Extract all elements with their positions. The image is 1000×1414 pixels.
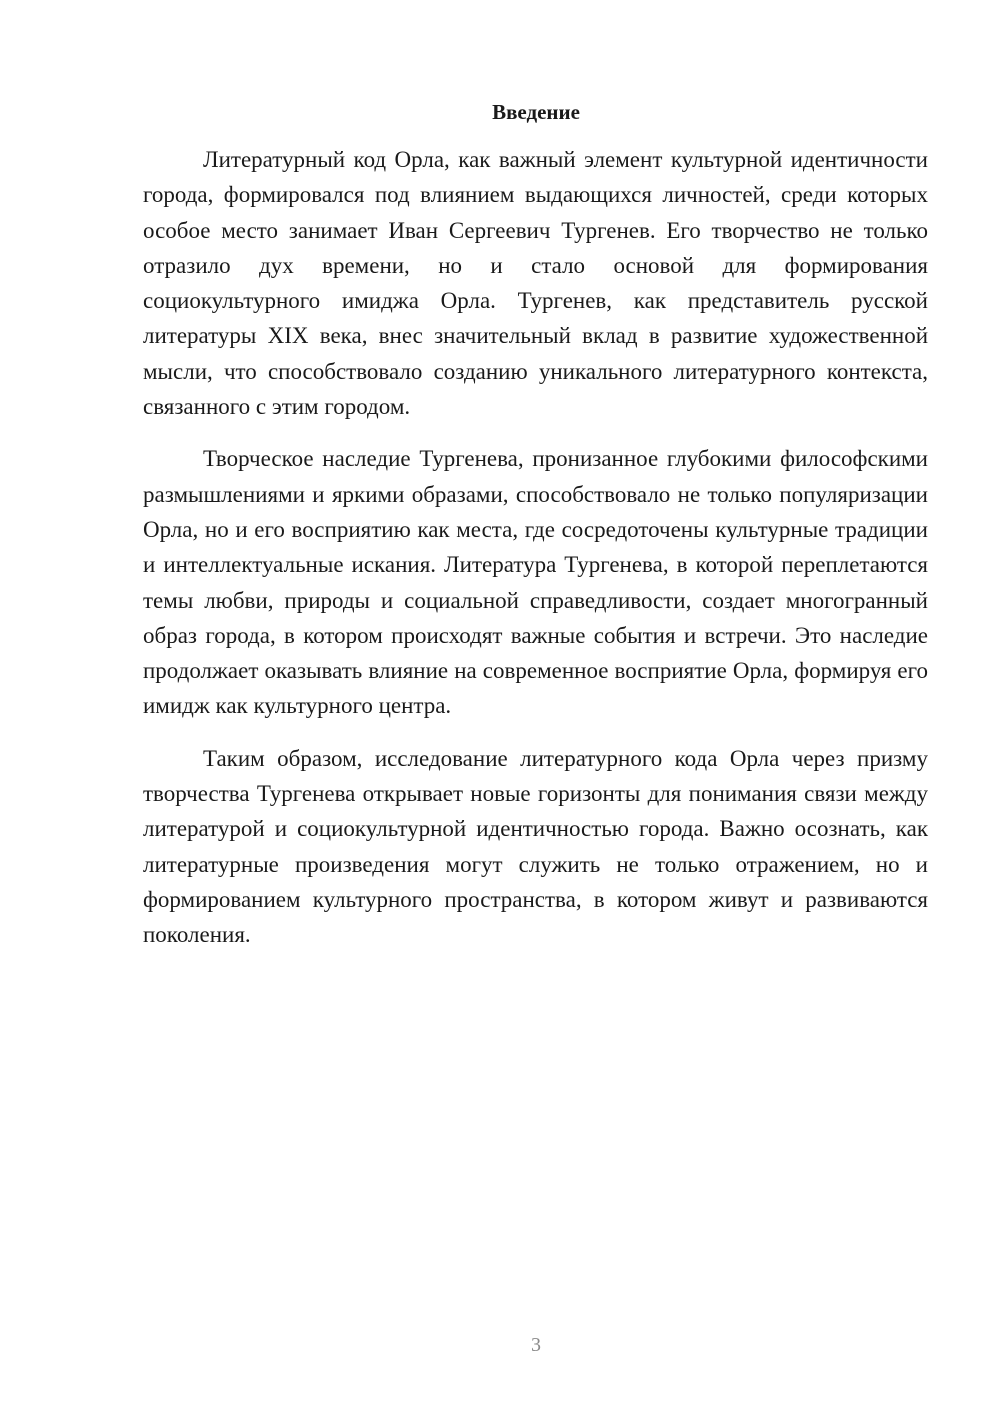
page-number: 3: [531, 1334, 541, 1356]
paragraph-1: Литературный код Орла, как важный элемент культурной идентичности города, формировался под влиянием выдающихся личностей, среди которых особое место занимает Иван Сергеевич Тургенев. Его творчество не только отразило дух времени, но и стало основой для формирования социокультурного имиджа Орла. Тургенев, как представитель русской литературы XIX века, внес значительный вклад в развитие художественной мысли, что способствовало созданию уникального литературного контекста, связанного с этим городом.: [143, 147, 928, 420]
body-text: [143, 142, 928, 970]
section-heading: Введение: [492, 100, 580, 124]
paragraph-2: Творческое наследие Тургенева, пронизанное глубокими философскими размышлениями и яркими образами, способствовало не только популяризации Орла, но и его восприятию как места, где сосредоточены культурные традиции и интеллектуальные искания. Литература Тургенева, в которой переплетаются темы любви, природы и социальной справедливости, создает многогранный образ города, в котором происходят важные события и встречи. Это наследие продолжает оказывать влияние на современное восприятие Орла, формируя его имидж как культурного центра.: [143, 446, 928, 719]
paragraph-3: Таким образом, исследование литературного кода Орла через призму творчества Тургенева открывает новые горизонты для понимания связи между литературой и социокультурной идентичностью города. Важно осознать, как литературные произведения могут служить не только отражением, но и формированием культурного пространства, в котором живут и развиваются поколения.: [143, 745, 928, 948]
